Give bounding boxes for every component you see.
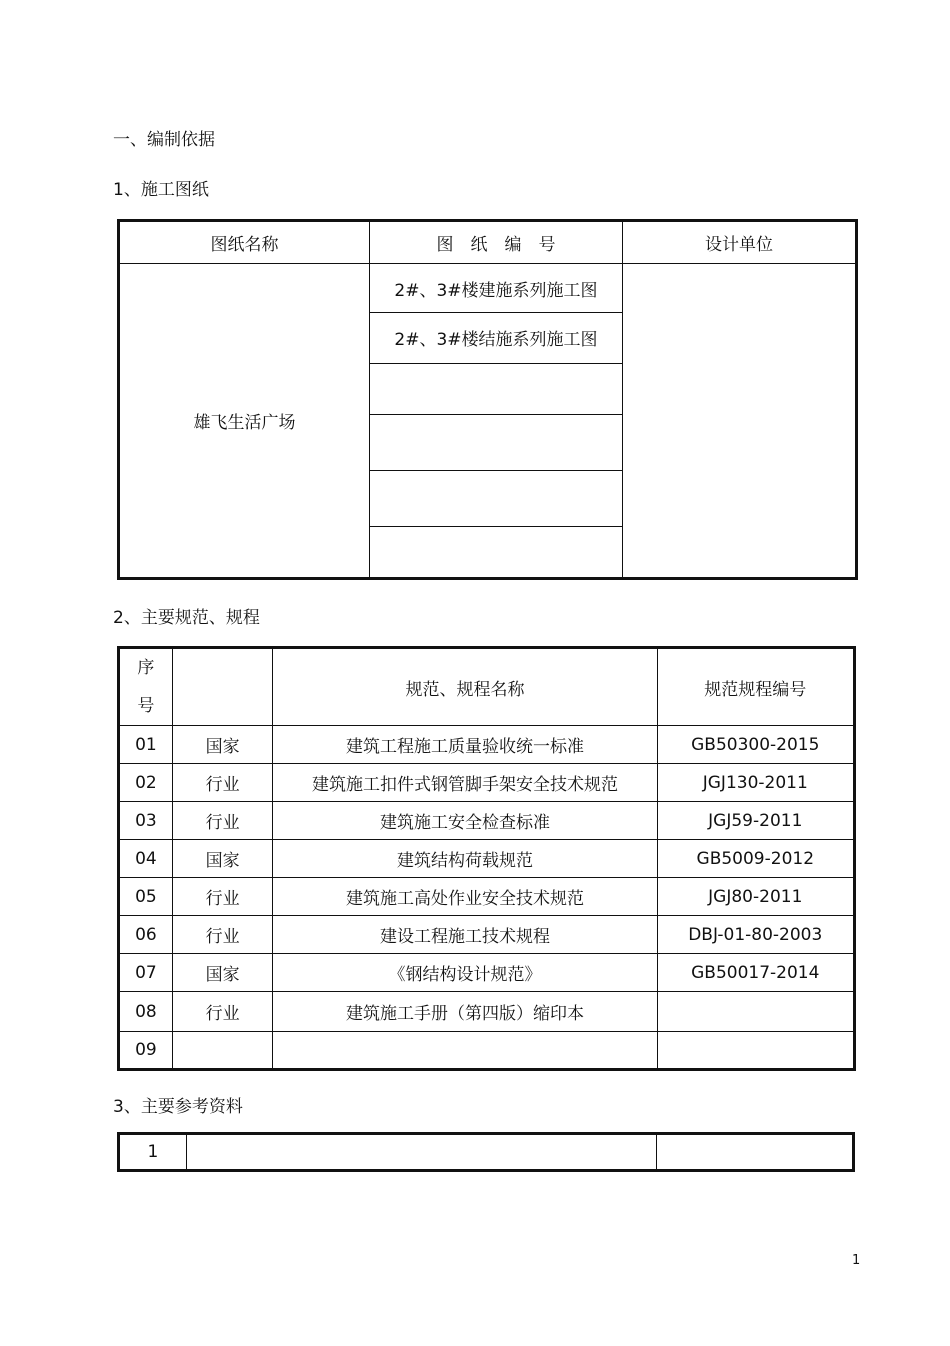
- name-cell: 建筑施工手册（第四版）缩印本: [273, 992, 657, 1032]
- level-cell: 行业: [172, 764, 273, 802]
- name-cell: [186, 1134, 656, 1171]
- table-row: [119, 954, 855, 992]
- level-cell: 行业: [172, 802, 273, 840]
- index-cell: 09: [119, 1032, 173, 1070]
- name-cell: 《钢结构设计规范》: [273, 954, 657, 992]
- code-cell: [657, 992, 854, 1032]
- table-row: [119, 916, 855, 954]
- subsection-title-references: 3、主要参考资料: [113, 1097, 243, 1117]
- header-level-cell: [172, 648, 273, 726]
- header-cell: 设计单位: [622, 221, 856, 264]
- table-row: [119, 1032, 855, 1070]
- code-cell: [657, 1032, 854, 1070]
- table-row: [119, 764, 855, 802]
- drawings-table: [117, 219, 858, 580]
- header-index-char: 序: [137, 658, 155, 678]
- level-cell: 国家: [172, 726, 273, 764]
- table-row: [119, 264, 857, 313]
- code-cell: GB50017-2014: [657, 954, 854, 992]
- drawing-number-cell: [369, 415, 622, 471]
- drawing-number-cell: [369, 364, 622, 415]
- name-cell: 建筑工程施工质量验收统一标准: [273, 726, 657, 764]
- level-cell: 行业: [172, 878, 273, 916]
- index-cell: 05: [119, 878, 173, 916]
- name-cell: 建筑施工扣件式钢管脚手架安全技术规范: [273, 764, 657, 802]
- index-cell: 01: [119, 726, 173, 764]
- level-cell: 国家: [172, 954, 273, 992]
- code-cell: GB50300-2015: [657, 726, 854, 764]
- header-code-cell: 规范规程编号: [657, 648, 854, 726]
- standards-table: [117, 646, 856, 1071]
- code-cell: JGJ59-2011: [657, 802, 854, 840]
- level-cell: [172, 1032, 273, 1070]
- code-cell: JGJ80-2011: [657, 878, 854, 916]
- references-table: [117, 1132, 855, 1172]
- header-index-cell: [119, 648, 173, 726]
- drawing-number-cell: [369, 471, 622, 527]
- index-cell: 06: [119, 916, 173, 954]
- drawing-name-cell: 雄飞生活广场: [119, 264, 370, 579]
- table-row: [119, 840, 855, 878]
- index-cell: 03: [119, 802, 173, 840]
- name-cell: [273, 1032, 657, 1070]
- index-cell: 08: [119, 992, 173, 1032]
- drawing-number-cell: 2#、3#楼结施系列施工图: [369, 313, 622, 364]
- page-number: 1: [852, 1253, 861, 1268]
- name-cell: 建设工程施工技术规程: [273, 916, 657, 954]
- index-cell: 1: [119, 1134, 187, 1171]
- code-cell: JGJ130-2011: [657, 764, 854, 802]
- header-cell: 图 纸 编 号: [369, 221, 622, 264]
- table-row: [119, 992, 855, 1032]
- subsection-title-standards: 2、主要规范、规程: [113, 608, 260, 628]
- index-cell: 07: [119, 954, 173, 992]
- name-cell: 建筑结构荷载规范: [273, 840, 657, 878]
- table-header-row: [119, 648, 855, 726]
- table-row: [119, 802, 855, 840]
- drawing-number-cell: [369, 527, 622, 579]
- section-title: 一、编制依据: [113, 130, 215, 150]
- header-cell: 图纸名称: [119, 221, 370, 264]
- drawing-number-cell: 2#、3#楼建施系列施工图: [369, 264, 622, 313]
- code-cell: [656, 1134, 853, 1171]
- design-unit-cell: [622, 264, 856, 579]
- index-cell: 04: [119, 840, 173, 878]
- table-row: [119, 1134, 854, 1171]
- code-cell: DBJ-01-80-2003: [657, 916, 854, 954]
- level-cell: 行业: [172, 992, 273, 1032]
- name-cell: 建筑施工高处作业安全技术规范: [273, 878, 657, 916]
- level-cell: 国家: [172, 840, 273, 878]
- code-cell: GB5009-2012: [657, 840, 854, 878]
- header-index-char: 号: [137, 696, 155, 716]
- header-name-cell: 规范、规程名称: [273, 648, 657, 726]
- name-cell: 建筑施工安全检查标准: [273, 802, 657, 840]
- table-header-row: [119, 221, 857, 264]
- table-row: [119, 726, 855, 764]
- subsection-title-drawings: 1、施工图纸: [113, 180, 209, 200]
- table-row: [119, 878, 855, 916]
- index-cell: 02: [119, 764, 173, 802]
- level-cell: 行业: [172, 916, 273, 954]
